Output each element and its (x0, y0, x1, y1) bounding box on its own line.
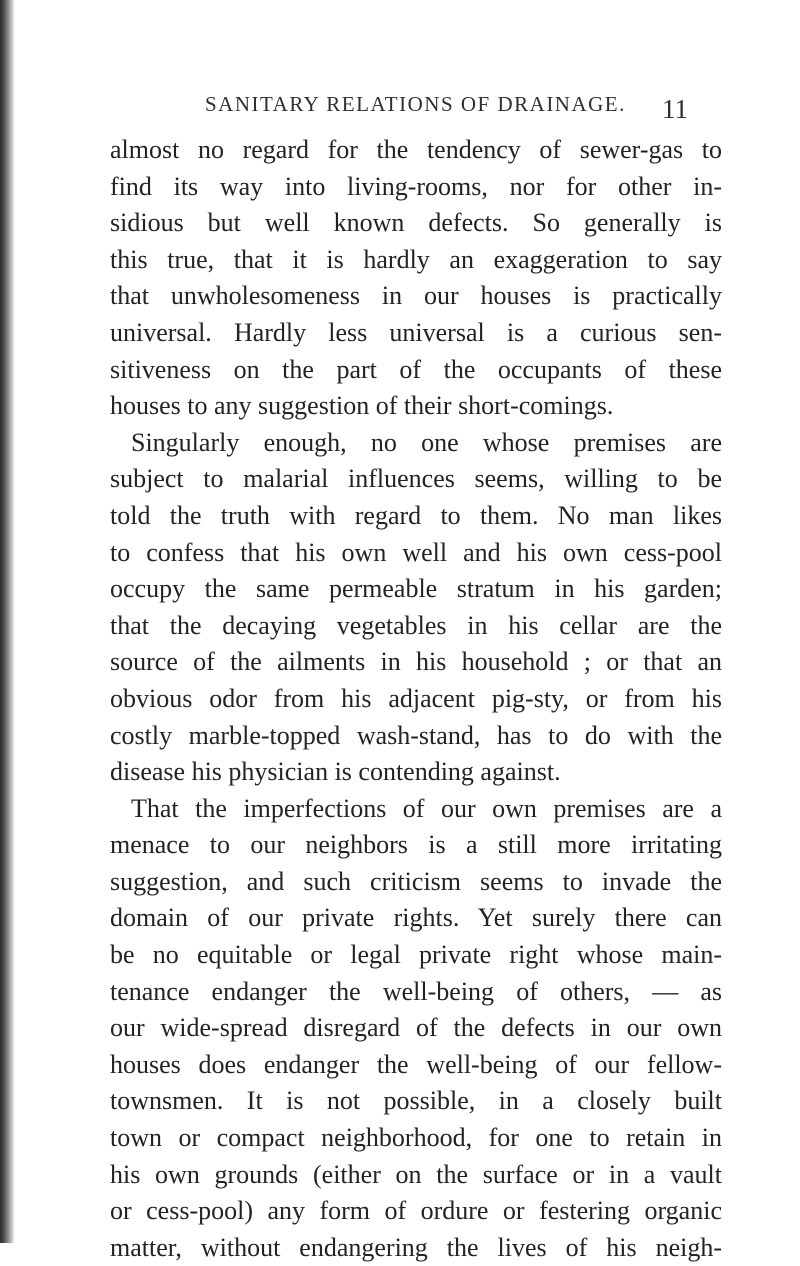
text-line: menace to our neighbors is a still more irritating (110, 830, 722, 860)
text-line: find its way into living-rooms, nor for other in- (110, 171, 722, 201)
text-line: town or compact neighborhood, for one to retain in (110, 1123, 722, 1153)
text-line: subject to malarial influences seems, willing to be (110, 464, 722, 494)
running-head: SANITARY RELATIONS OF DRAINAGE. (205, 92, 626, 116)
text-line: suggestion, and such criticism seems to invade the (110, 866, 722, 896)
text-line: be no equitable or legal private right whose main- (110, 940, 722, 970)
text-line: sitiveness on the part of the occupants of these (110, 354, 722, 384)
text-line: townsmen. It is not possible, in a closely built (110, 1086, 722, 1116)
text-line: obvious odor from his adjacent pig-sty, or from his (110, 683, 722, 713)
page-number: 11 (662, 94, 688, 124)
text-line: houses does endanger the well-being of our fellow- (110, 1049, 722, 1079)
text-line: domain of our private rights. Yet surely there can (110, 903, 722, 933)
text-line: to confess that his own well and his own cess-pool (110, 537, 722, 567)
text-line: that unwholesomeness in our houses is practically (110, 281, 722, 311)
text-line: disease his physician is contending against. (110, 757, 561, 787)
text-line: almost no regard for the tendency of sewer-gas to (110, 135, 722, 164)
text-line: that the decaying vegetables in his cellar are the (110, 610, 722, 640)
book-page (30, 0, 780, 1262)
text-line: sidious but well known defects. So generally is (110, 208, 722, 238)
body-text (110, 132, 722, 1266)
text-line: universal. Hardly less universal is a curious sen- (110, 317, 722, 347)
text-line: houses to any suggestion of their short-comings. (110, 391, 614, 421)
text-line: occupy the same permeable stratum in his garden; (110, 574, 722, 604)
text-line: Singularly enough, no one whose premises are (131, 427, 722, 457)
book-spine-shadow (0, 0, 14, 1243)
text-line: our wide-spread disregard of the defects in our own (110, 1013, 722, 1043)
text-line: matter, without endangering the lives of his neigh- (110, 1232, 722, 1262)
text-line: or cess-pool) any form of ordure or festering organic (110, 1196, 722, 1226)
text-line: costly marble-topped wash-stand, has to do with the (110, 720, 722, 750)
text-line: source of the ailments in his household ; or that an (110, 647, 722, 677)
text-line: That the imperfections of our own premises are a (131, 793, 722, 823)
text-line: his own grounds (either on the surface or in a vault (110, 1159, 722, 1189)
text-line: tenance endanger the well-being of others, — as (110, 976, 722, 1006)
text-line: told the truth with regard to them. No man likes (110, 500, 722, 530)
text-line: this true, that it is hardly an exaggeration to say (110, 244, 722, 274)
